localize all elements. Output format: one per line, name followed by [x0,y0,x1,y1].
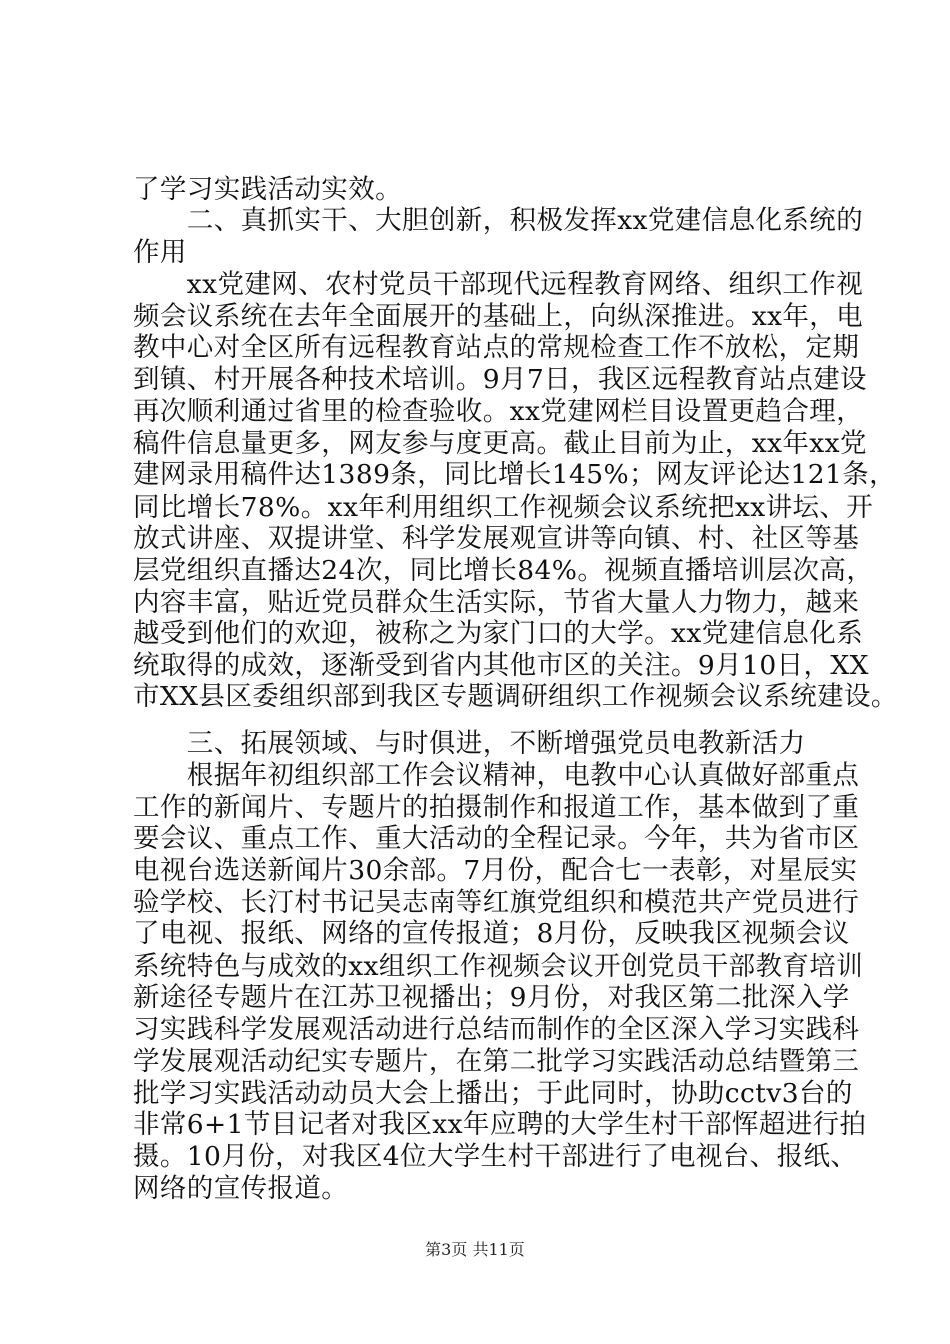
text-line: 统取得的成效，逐渐受到省内其他市区的关注。9月10日，XX [133,650,869,681]
text-line: 到镇、村开展各种技术培训。9月7日，我区远程教育站点建设 [133,364,867,395]
text-line: 系统特色与成效的xx组织工作视频会议开创党员干部教育培训 [133,951,864,982]
text-line: 放式讲座、双提讲堂、科学发展观宣讲等向镇、村、社区等基 [133,523,860,554]
text-line: 学发展观活动纪实专题片，在第二批学习实践活动总结暨第三 [133,1046,860,1077]
text-line: 教中心对全区所有远程教育站点的常规检查工作不放松，定期 [133,332,860,363]
text-line: 层党组织直播达24次，同比增长84%。视频直播培训层次高， [133,555,874,586]
text-line: 非常6+1节目记者对我区xx年应聘的大学生村干部恽超进行拍 [133,1109,867,1140]
text-line: 越受到他们的欢迎，被称之为家门口的大学。xx党建信息化系 [133,618,864,649]
page-number-footer: 第3页 共11页 [425,1240,525,1259]
text-line: 电视台选送新闻片30余部。7月份，配合七一表彰，对星辰实 [133,855,858,886]
text-line: 市XX县区委组织部到我区专题调研组织工作视频会议系统建设。 [133,681,898,712]
text-line: 了电视、报纸、网络的宣传报道；8月份，反映我区视频会议 [133,918,850,949]
text-line: 摄。10月份，对我区4位大学生村干部进行了电视台、报纸、 [133,1141,858,1172]
text-line: 频会议系统在去年全面展开的基础上，向纵深推进。xx年，电 [133,301,864,332]
text-line: 同比增长78%。xx年利用组织工作视频会议系统把xx讲坛、开 [133,492,874,523]
text-line: 批学习实践活动动员大会上播出；于此同时，协助cctv3台的 [133,1078,853,1109]
text-line: 新途径专题片在江苏卫视播出；9月份，对我区第二批深入学 [133,982,850,1013]
text-line: 习实践科学发展观活动进行总结而制作的全区深入学习实践科 [133,1014,860,1045]
text-line: 网络的宣传报道。 [133,1173,349,1204]
text-line: 要会议、重点工作、重大活动的全程记录。今年，共为省市区 [133,823,860,854]
text-line: 了学习实践活动实效。 [133,174,402,205]
text-line: 验学校、长汀村书记吴志南等红旗党组织和模范共产党员进行 [133,887,860,918]
text-line: 稿件信息量更多，网友参与度更高。截止目前为止，xx年xx党 [133,428,867,459]
section-heading-2-cont: 作用 [133,237,187,268]
section-heading-3: 三、拓展领域、与时俱进，不断增强党员电教新活力 [133,728,806,759]
text-line: 建网录用稿件达1389条，同比增长145%；网友评论达121条， [133,459,897,490]
text-line: xx党建网、农村党员干部现代远程教育网络、组织工作视 [133,269,864,300]
text-line: 再次顺利通过省里的检查验收。xx党建网栏目设置更趋合理， [133,396,864,427]
text-line: 工作的新闻片、专题片的拍摄制作和报道工作，基本做到了重 [133,792,860,823]
section-heading-2: 二、真抓实干、大胆创新，积极发挥xx党建信息化系统的 [133,205,864,236]
text-line: 根据年初组织部工作会议精神，电教中心认真做好部重点 [133,760,860,791]
text-line: 内容丰富，贴近党员群众生活实际，节省大量人力物力，越来 [133,587,860,618]
